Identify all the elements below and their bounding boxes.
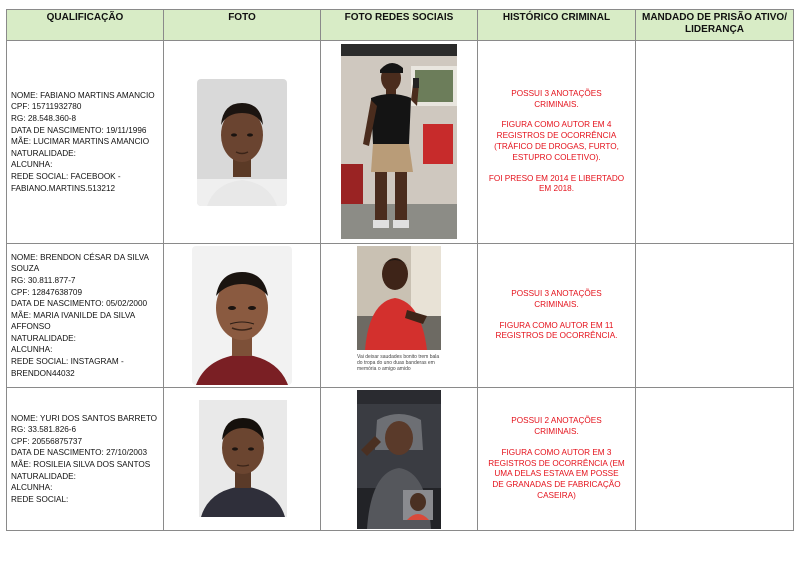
anotacoes-text: POSSUI 3 ANOTAÇÕES CRIMINAIS. bbox=[511, 88, 602, 109]
header-mandado-prisao: MANDADO DE PRISÃO ATIVO/ LIDERANÇA bbox=[636, 10, 794, 41]
naturalidade-line: NATURALIDADE: bbox=[11, 333, 76, 343]
naturalidade-line: NATURALIDADE: bbox=[11, 471, 76, 481]
social-media-photo bbox=[341, 44, 457, 239]
qualificacao-cell bbox=[7, 244, 164, 388]
table-row bbox=[7, 244, 794, 388]
foto-redes-cell bbox=[321, 388, 478, 531]
cpf-line: CPF: 15711932780 bbox=[11, 102, 82, 112]
header-foto: FOTO bbox=[164, 10, 321, 41]
alcunha-line: ALCUNHA: bbox=[11, 345, 53, 355]
qualificacao-cell bbox=[7, 388, 164, 531]
rg-line: RG: 33.581.826-6 bbox=[11, 425, 77, 435]
nome-line: NOME: BRENDON CÉSAR DA SILVA SOUZA bbox=[11, 252, 149, 274]
header-historico-criminal: HISTÓRICO CRIMINAL bbox=[478, 10, 636, 41]
mandado-cell bbox=[636, 244, 794, 388]
mugshot-photo bbox=[192, 246, 292, 385]
header-foto-redes-sociais: FOTO REDES SOCIAIS bbox=[321, 10, 478, 41]
rede-social-line: REDE SOCIAL: bbox=[11, 494, 69, 504]
suspects-table bbox=[6, 9, 794, 531]
nascimento-line: DATA DE NASCIMENTO: 05/02/2000 bbox=[11, 299, 148, 309]
mae-line: MÃE: LUCIMAR MARTINS AMANCIO bbox=[11, 137, 150, 147]
foto-redes-cell bbox=[321, 244, 478, 388]
table-row bbox=[7, 41, 794, 244]
foto-cell bbox=[164, 41, 321, 244]
historico-cell bbox=[478, 244, 636, 388]
anotacoes-text: POSSUI 2 ANOTAÇÕES CRIMINAIS. bbox=[511, 416, 602, 436]
anotacoes-text: POSSUI 3 ANOTAÇÕES CRIMINAIS. bbox=[511, 288, 602, 309]
mae-line: MÃE: ROSILEIA SILVA DOS SANTOS bbox=[11, 460, 151, 469]
rg-line: RG: 30.811.877-7 bbox=[11, 275, 76, 285]
prisao-text: FOI PRESO EM 2014 E LIBERTADO EM 2018. bbox=[488, 173, 625, 194]
ocorrencias-text: FIGURA COMO AUTOR EM 4 REGISTROS DE OCORRÊNCIA (TRÁFICO DE DROGAS, FURTO, ESTUPRO COLETIVO). bbox=[494, 120, 619, 162]
foto-cell bbox=[164, 388, 321, 531]
table-row bbox=[7, 388, 794, 531]
social-caption: Vai deixar saudades bonito trem bala do tropa do uno duas banderas em memória o amigo amido bbox=[357, 354, 440, 372]
header-qualificacao: QUALIFICAÇÃO bbox=[7, 10, 164, 41]
nome-line: NOME: YURI DOS SANTOS BARRETO bbox=[11, 413, 158, 423]
mugshot-photo bbox=[199, 400, 287, 517]
alcunha-line: ALCUNHA: bbox=[11, 160, 53, 170]
rg-line: RG: 28.548.360-8 bbox=[11, 114, 77, 124]
header-row bbox=[7, 10, 794, 41]
cpf-line: CPF: 20556875737 bbox=[11, 436, 83, 446]
foto-cell bbox=[164, 244, 321, 388]
ocorrencias-text: FIGURA COMO AUTOR EM 3 REGISTROS DE OCORRÊNCIA (EM UMA DELAS ESTAVA EM POSSE DE GRANADAS DE FABRICAÇÃO CASEIRA) bbox=[488, 447, 625, 500]
social-media-photo bbox=[357, 390, 441, 529]
nascimento-line: DATA DE NASCIMENTO: 27/10/2003 bbox=[11, 448, 148, 458]
historico-cell bbox=[478, 388, 636, 531]
rede-social-line: REDE SOCIAL: INSTAGRAM - BRENDON44032 bbox=[11, 357, 124, 378]
rede-social-line: REDE SOCIAL: FACEBOOK - FABIANO.MARTINS.513212 bbox=[11, 171, 121, 193]
social-media-photo bbox=[357, 246, 441, 350]
foto-redes-cell bbox=[321, 41, 478, 244]
nascimento-line: DATA DE NASCIMENTO: 19/11/1996 bbox=[11, 125, 147, 135]
ocorrencias-text: FIGURA COMO AUTOR EM 11 REGISTROS DE OCORRÊNCIA. bbox=[495, 320, 618, 341]
historico-cell bbox=[478, 41, 636, 244]
cpf-line: CPF: 12847638709 bbox=[11, 287, 83, 297]
mae-line: MÃE: MARIA IVANILDE DA SILVA AFFONSO bbox=[11, 310, 135, 332]
mandado-cell bbox=[636, 388, 794, 531]
nome-line: NOME: FABIANO MARTINS AMANCIO bbox=[11, 90, 155, 100]
mugshot-photo bbox=[197, 79, 287, 206]
qualificacao-cell bbox=[7, 41, 164, 244]
mandado-cell bbox=[636, 41, 794, 244]
alcunha-line: ALCUNHA: bbox=[11, 483, 53, 493]
naturalidade-line: NATURALIDADE: bbox=[11, 148, 76, 158]
